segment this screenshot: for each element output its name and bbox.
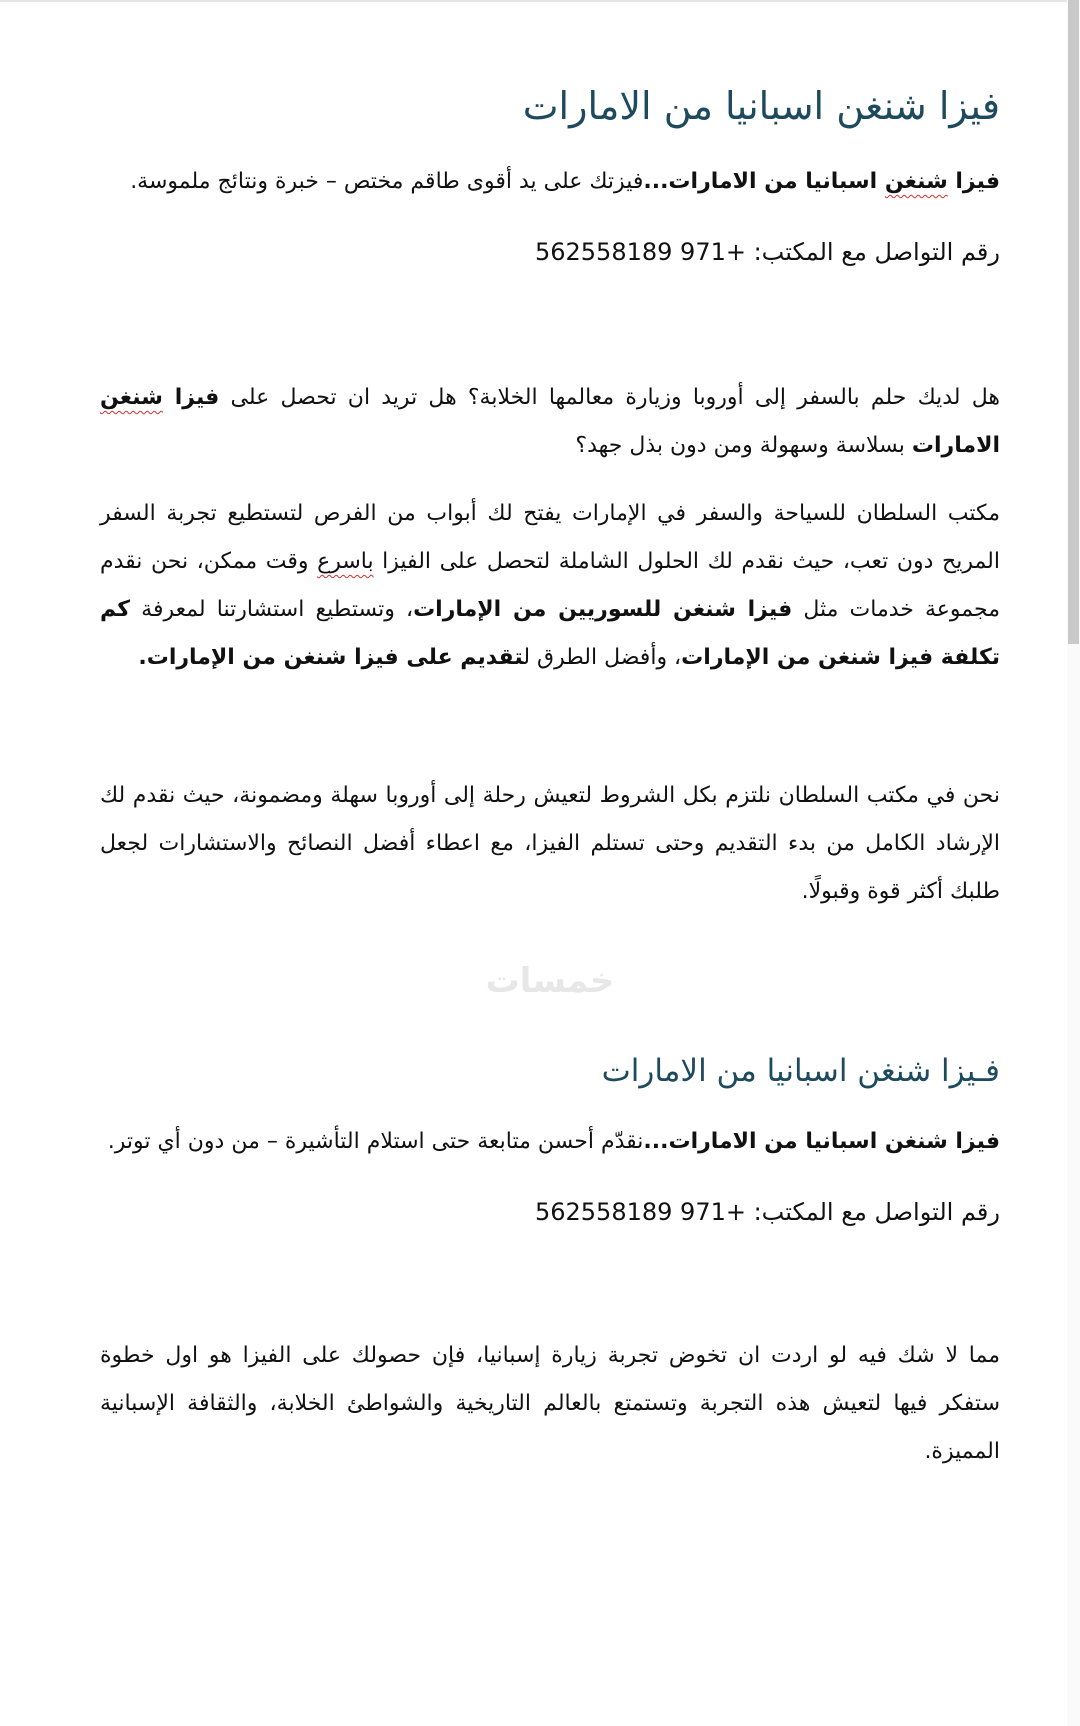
text-run: بسلاسة وسهولة ومن دون بذل جهد؟: [575, 433, 912, 458]
bold-text-run: شنغن: [884, 169, 948, 194]
bold-text-run: فيزا شنغن اسبانيا من الامارات...: [643, 1129, 1000, 1154]
bold-text-run: شنغن: [100, 385, 163, 410]
phone-line-2: رقم التواصل مع المكتب: +971 562558189: [534, 1198, 1000, 1226]
text-run: مما لا شك فيه لو اردت ان تخوض تجربة زيارة إسبانيا، فإن حصولك على الفيزا هو اول خطوة ستفكر فيها لتعيش هذه التجربة وتستمتع بالعالم التاريخية والشواطئ الخلابة، والثقافة الإسبانية المميزة.: [100, 1343, 1000, 1464]
text-run: ، وأفضل الطرق ل: [523, 645, 682, 670]
bold-text-run: اسبانيا من الامارات...: [643, 169, 885, 194]
text-run: باسرع: [317, 549, 374, 574]
intro-paragraph-1: [100, 158, 1000, 206]
intro-paragraph-2: [100, 1118, 1000, 1166]
bold-text-run: تقديم على فيزا شنغن من الإمارات.: [138, 645, 524, 670]
document-body: [100, 76, 1000, 1476]
heading-2: فـيزا شنغن اسبانيا من الامارات: [601, 1053, 1000, 1089]
bold-text-run: فيزا: [947, 169, 1000, 194]
text-run: نحن في مكتب السلطان نلتزم بكل الشروط لتعيش رحلة إلى أوروبا سهلة ومضمونة، حيث نقدم لك الإرشاد الكامل من بدء التقديم وحتى تستلم الفيزا، مع اعطاء أفضل النصائح والاستشارات لجعل طلبك أكثر قوة وقبولًا.: [100, 783, 1000, 904]
text-run: ، وتستطيع استشارتنا لمعرفة: [130, 597, 414, 622]
text-run: فيزتك على يد أقوى طاقم مختص – خبرة ونتائج ملموسة.: [130, 169, 644, 194]
khamsat-watermark-logo: خمسات: [485, 961, 615, 1001]
scrollbar-track[interactable]: [1067, 0, 1080, 1726]
paragraph-spain: [100, 1332, 1000, 1476]
paragraph-office: [100, 490, 1000, 682]
scrollbar-thumb[interactable]: [1068, 0, 1079, 644]
text-run: هل لديك حلم بالسفر إلى أوروبا وزيارة معالمها الخلابة؟ هل تريد ان تحصل على: [219, 385, 1000, 410]
bold-text-run: الامارات: [911, 433, 1000, 458]
bold-text-run: كم تكلفة فيزا شنغن من الإمارات: [100, 597, 1000, 670]
text-run: وقت ممكن، نحن نقدم مجموعة خدمات مثل: [100, 549, 1000, 622]
paragraph-commitment: [100, 772, 1000, 916]
heading-1: فيزا شنغن اسبانيا من الامارات: [522, 84, 1000, 128]
paragraph-dream: [100, 374, 1000, 470]
bold-text-run: فيزا: [162, 385, 220, 410]
top-border: [0, 0, 1080, 2]
bold-text-run: فيزا شنغن للسوريين من الإمارات: [413, 597, 793, 622]
phone-line-1: رقم التواصل مع المكتب: +971 562558189: [534, 238, 1000, 266]
text-run: نقدّم أحسن متابعة حتى استلام التأشيرة – من دون أي توتر.: [107, 1129, 644, 1154]
text-run: مكتب السلطان للسياحة والسفر في الإمارات يفتح لك أبواب من الفرص لتستطيع تجربة السفر المريح دون تعب، حيث نقدم لك الحلول الشاملة لتحصل على الفيزا: [100, 501, 1000, 574]
